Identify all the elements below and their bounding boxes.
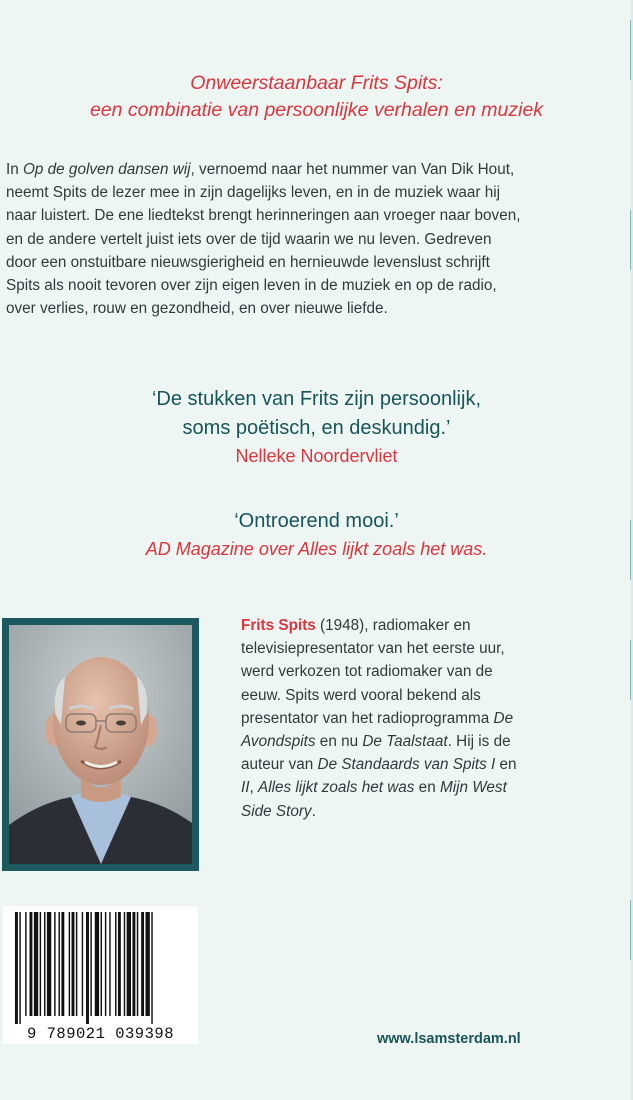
barcode-bar: [124, 912, 125, 1016]
quote-2-source: [0, 536, 633, 563]
publisher-website: www.lsamsterdam.nl: [377, 1031, 521, 1047]
barcode-bar: [25, 912, 26, 1016]
barcode-bar: [127, 912, 131, 1016]
bio-text-5: ,: [249, 779, 258, 797]
barcode-bar: [19, 912, 20, 1024]
barcode-bar: [86, 912, 89, 1024]
isbn-number: 9 789021 039398: [26, 1025, 175, 1043]
quote-1-line-1: ‘De stukken van Frits zijn persoonlijk,: [151, 388, 481, 410]
barcode-bar: [146, 912, 150, 1016]
barcode-bars: [3, 906, 198, 1024]
barcode-bar: [151, 912, 152, 1024]
bio-program-1: De Avondspits: [241, 709, 514, 751]
blurb-prefix: In: [6, 161, 24, 178]
bio-book-1b: II: [241, 779, 250, 797]
barcode-bar: [44, 912, 45, 1016]
bio-book-2: Alles lijkt zoals het was: [258, 779, 415, 797]
quote-1-line-2: soms poëtisch, en deskundig.’: [182, 417, 451, 439]
tagline-line-2: een combinatie van persoonlijke verhalen en muziek: [89, 99, 544, 121]
author-photo: [9, 625, 192, 864]
barcode-bar: [95, 912, 99, 1016]
barcode-bar: [59, 912, 60, 1016]
barcode-bar: [115, 912, 116, 1016]
barcode-bar: [90, 912, 91, 1016]
bio-text-7: .: [311, 802, 316, 820]
review-quote-1: [0, 385, 633, 470]
barcode-bar: [15, 912, 18, 1024]
barcode-bar: [141, 912, 144, 1016]
barcode-bar: [40, 912, 41, 1016]
barcode-bar: [109, 912, 110, 1016]
blurb-text: , vernoemd naar het nummer van Van Dik Hout, neemt Spits de lezer mee in zijn dagelijks leven, en in de muziek waar hij naar luistert. De ene liedtekst brengt herinneringen aan vroeger naar boven, en de andere vertelt juist iets over de tijd waarin we nu leven. Gedreven door een onstuitbare nieuwsgierigheid en hernieuwde levenslust schrijft Spits als nooit tevoren over zijn eigen leven in de muziek en op de radio, over verlies, rouw en gezondheid, en over nieuwe liefde.: [6, 161, 521, 318]
author-portrait-illustration: [9, 625, 192, 864]
barcode-bar: [47, 912, 51, 1016]
barcode-bar: [132, 912, 135, 1016]
quote-2-line-1: ‘Ontroerend mooi.’: [234, 510, 399, 532]
quote-1-source: Nelleke Noordervliet: [235, 446, 398, 466]
author-photo-frame: [2, 618, 199, 871]
blurb-book-title: Op de golven dansen wij: [23, 161, 191, 178]
book-blurb: [6, 158, 526, 320]
review-quote-2: [0, 507, 633, 563]
barcode-bar: [101, 912, 102, 1016]
barcode-bar: [76, 912, 77, 1016]
tagline-line-1: Onweerstaanbaar Frits Spits:: [190, 72, 443, 94]
barcode-bar: [69, 912, 70, 1016]
barcode-bar: [54, 912, 55, 1016]
bio-text-2: en nu: [315, 733, 363, 751]
barcode-bar: [118, 912, 121, 1016]
bio-book-1: De Standaards van Spits I: [317, 756, 496, 774]
barcode-bar: [61, 912, 64, 1016]
quote-2-publication: AD Magazine: [145, 539, 254, 559]
barcode-bar: [72, 912, 75, 1016]
bio-text-4: en: [495, 756, 517, 774]
bio-text-6: en: [414, 779, 440, 797]
author-bio: [241, 614, 531, 823]
quote-2-book-title: Alles lijkt zoals het was.: [298, 539, 488, 559]
author-name: Frits Spits: [241, 617, 316, 634]
tagline: [0, 70, 633, 124]
quote-2-over: over: [253, 539, 299, 559]
bio-text-1: (1948), radiomaker en televisiepresentator van het eerste uur, werd verkozen tot radiomaker van de eeuw. Spits werd vooral bekend als presentator van het radioprogramma: [241, 617, 505, 727]
barcode-bar: [34, 912, 38, 1016]
barcode-bar: [30, 912, 33, 1016]
barcode-bar: [137, 912, 138, 1016]
barcode-bar: [82, 912, 83, 1016]
bio-program-2: De Taalstaat: [362, 733, 448, 751]
bio-book-3: Mijn West Side Story: [241, 779, 507, 820]
bio-text-3: . Hij is de auteur van: [241, 733, 511, 774]
barcode-bar: [105, 912, 106, 1016]
